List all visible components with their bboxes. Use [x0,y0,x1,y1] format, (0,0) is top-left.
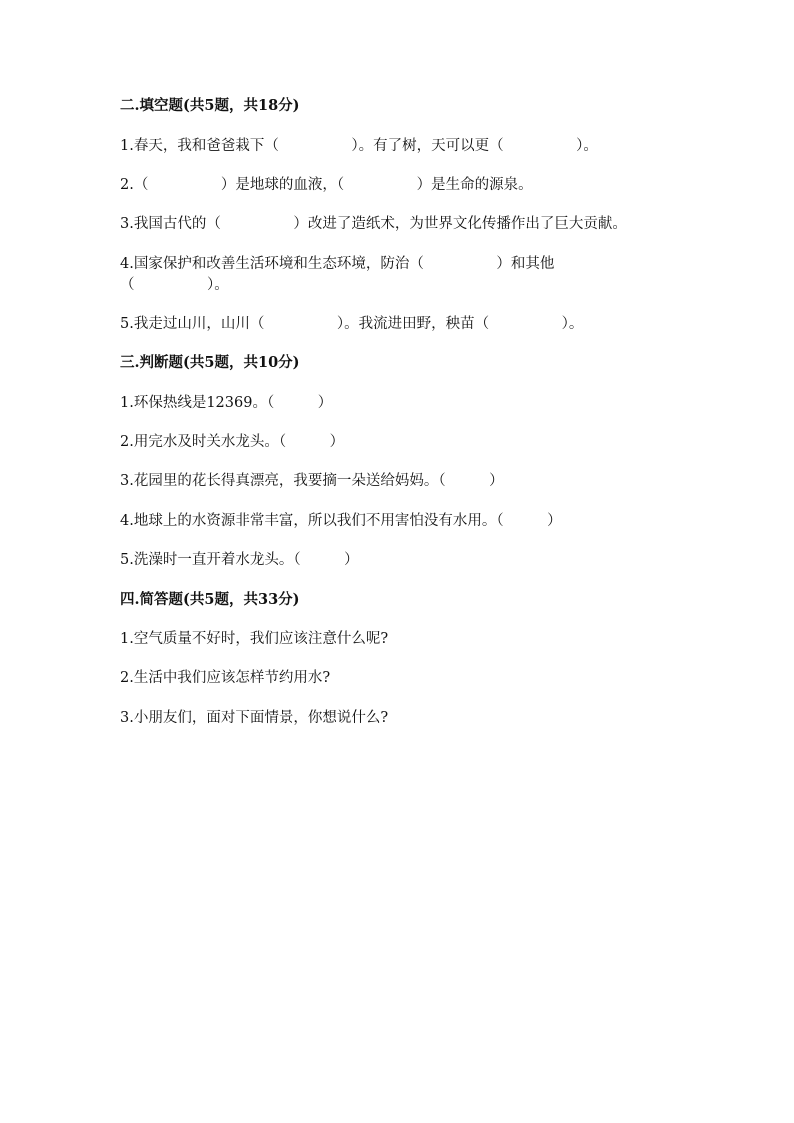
question-text: 4.国家保护和改善生活环境和生态环境，防治（ ）和其他 [120,256,555,272]
question-text: 1.空气质量不好时，我们应该注意什么呢? [120,631,389,647]
question-text: 3.我国古代的（ ）改进了造纸术，为世界文化传播作出了巨大贡献。 [120,216,627,232]
question-text: 3.花园里的花长得真漂亮，我要摘一朵送给妈妈。（ ） [120,473,504,489]
question-text: 5.我走过山川，山川（ ）。我流进田野，秧苗（ ）。 [120,316,584,332]
question-text: 2.用完水及时关水龙头。（ ） [120,434,345,450]
question-text: 4.地球上的水资源非常丰富，所以我们不用害怕没有水用。（ ） [120,513,562,529]
question-text: 2.生活中我们应该怎样节约用水? [120,670,331,686]
question-text: 1.环保热线是12369。（ ） [120,395,333,411]
section-heading-fill-blank: 二.填空题(共5题，共18分) [120,97,300,114]
section-heading-short-answer: 四.简答题(共5题，共33分) [120,591,300,608]
question-text: 5.洗澡时一直开着水龙头。（ ） [120,552,359,568]
question-text: 2.（ ）是地球的血液，（ ）是生命的源泉。 [120,177,533,193]
section-heading-true-false: 三.判断题(共5题，共10分) [120,354,300,371]
question-text: 1.春天，我和爸爸栽下（ ）。有了树，天可以更（ ）。 [120,138,598,154]
question-text-continued: （ ）。 [120,277,229,293]
question-text: 3.小朋友们，面对下面情景，你想说什么? [120,710,389,726]
